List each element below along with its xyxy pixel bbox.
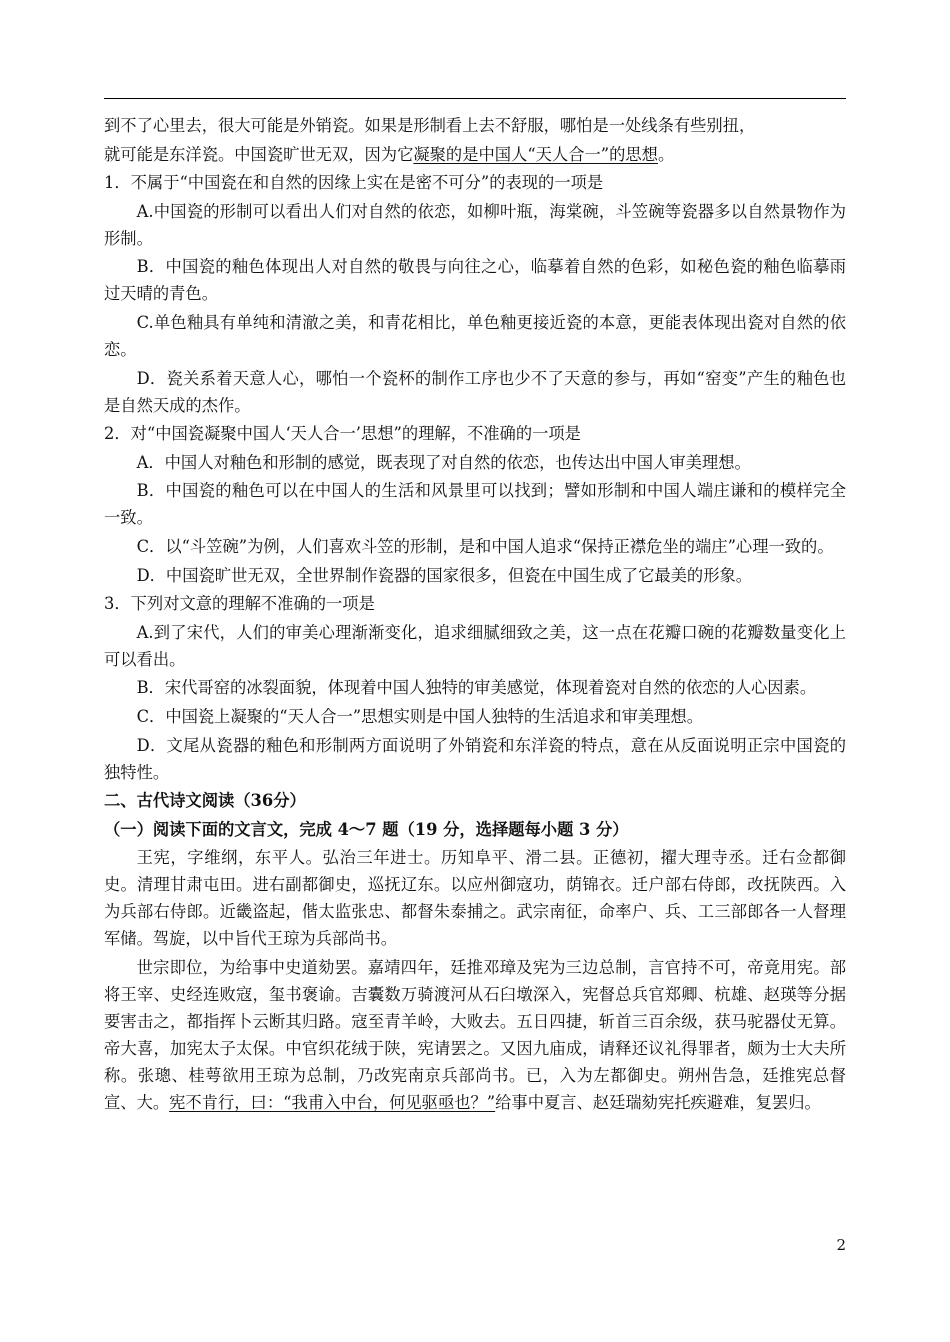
question-3-option-b: B．宋代哥窑的冰裂面貌，体现着中国人独特的审美感觉，体现着瓷对自然的依恋的人心因素。 [136,678,817,698]
question-2-stem: 2．对“中国瓷凝聚中国人‘天人合一’思想”的理解，不准确的一项是 [104,424,581,444]
question-1-option-a: A.中国瓷的形制可以看出人们对自然的依恋，如柳叶瓶，海棠碗，斗笠碗等瓷器多以自然景物作为形制。 [104,201,846,248]
section-heading: 二、古代诗文阅读（36分） [104,791,306,811]
continuation-line-2 [104,141,846,168]
text-run: 世宗即位，为给事中史道劾罢。嘉靖四年，廷推邓璋及宪为三边总制，言官持不可，帝竟用宪。部将王宰、史经连败寇，玺书褒谕。吉囊数万骑渡河从石臼墩深入，宪督总兵官郑卿、杭雄、赵瑛等分据要害击之，都指挥卜云断其归路。寇至青羊岭，大败去。五日四捷，斩首三百余级，获马驼器仗无算。帝大喜，加宪太子太保。中官织花绒于陕，宪请罢之。又因九庙成，请释还议礼得罪者，颇为士大夫所称。张璁、桂萼欲用王琼为总制，乃改宪南京兵部尚书。已，入为左都御史。朔州告急，廷推宪总督宣、大。 [104,957,846,1112]
question-1-option-c: C.单色釉具有单纯和清澈之美，和青花相比，单色釉更接近瓷的本意，更能表体现出瓷对自然的依恋。 [104,312,846,359]
document-body [104,112,846,1117]
question-3-stem: 3．下列对文意的理解不准确的一项是 [104,594,375,614]
question-2-option-c: C．以“斗笠碗”为例，人们喜欢斗笠的形制，是和中国人追求“保持正襟危坐的端庄”心理一致的。 [136,536,834,556]
question-3-option-c: C．中国瓷上凝聚的“天人合一”思想实则是中国人独特的生活追求和审美理想。 [136,706,703,726]
classical-passage-paragraph-1: 王宪，字维纲，东平人。弘治三年进士。历知阜平、滑二县。正德初，擢大理寺丞。迁右佥都御史。清理甘肃屯田。进右副都御史，巡抚辽东。以应州御寇功，荫锦衣。迁户部右侍郎，改抚陕西。入为兵部右侍郎。近畿盗起，偕太监张忠、都督朱泰捕之。武宗南征，命率户、兵、工三部郎各一人督理军储。驾旋，以中旨代王琼为兵部尚书。 [104,848,846,949]
question-2-option-b: B．中国瓷的釉色可以在中国人的生活和风景里可以找到；譬如形制和中国人端庄谦和的模样完全一致。 [104,481,846,528]
question-1-option-d: D．瓷关系着天意人心，哪怕一个瓷杯的制作工序也少不了天意的参与，再如“窑变”产生的釉色也是自然天成的杰作。 [104,368,846,415]
classical-passage-paragraph-2 [104,954,846,1116]
text-run: 就可能是东洋瓷。中国瓷旷世无双，因为它 [104,144,414,164]
page-number: 2 [836,1236,846,1254]
question-3-option-a: A.到了宋代，人们的审美心理渐渐变化，追求细腻细致之美，这一点在花瓣口碗的花瓣数量变化上可以看出。 [104,622,846,669]
continuation-line-1: 到不了心里去，很大可能是外销瓷。如果是形制看上去不舒服，哪怕是一处线条有些别扭， [104,116,756,135]
question-2-option-d: D．中国瓷旷世无双，全世界制作瓷器的国家很多，但瓷在中国生成了它最美的形象。 [136,565,753,585]
text-run: 。 [657,144,675,164]
section-subheading: （一）阅读下面的文言文，完成 4～7 题（19 分，选择题每小题 3 分） [104,819,629,839]
question-3-option-d: D．文尾从瓷器的釉色和形制两方面说明了外销瓷和东洋瓷的特点，意在从反面说明正宗中国瓷的独特性。 [104,735,846,782]
underlined-text: 宪不肯行，曰：“我甫入中台，何见驱亟也？” [169,1092,496,1112]
question-1-option-b: B．中国瓷的釉色体现出人对自然的敬畏与向往之心，临摹着自然的色彩，如秘色瓷的釉色临摹雨过天晴的青色。 [104,257,846,304]
header-rule [104,98,846,99]
text-run: 给事中夏言、赵廷瑞劾宪托疾避难，复罢归。 [495,1092,821,1112]
question-1-stem: 1．不属于“中国瓷在和自然的因缘上实在是密不可分”的表现的一项是 [104,173,604,193]
question-2-option-a: A．中国人对釉色和形制的感觉，既表现了对自然的依恋，也传达出中国人审美理想。 [136,452,751,472]
underlined-text: 凝聚的是中国人“天人合一”的思想 [413,144,658,164]
